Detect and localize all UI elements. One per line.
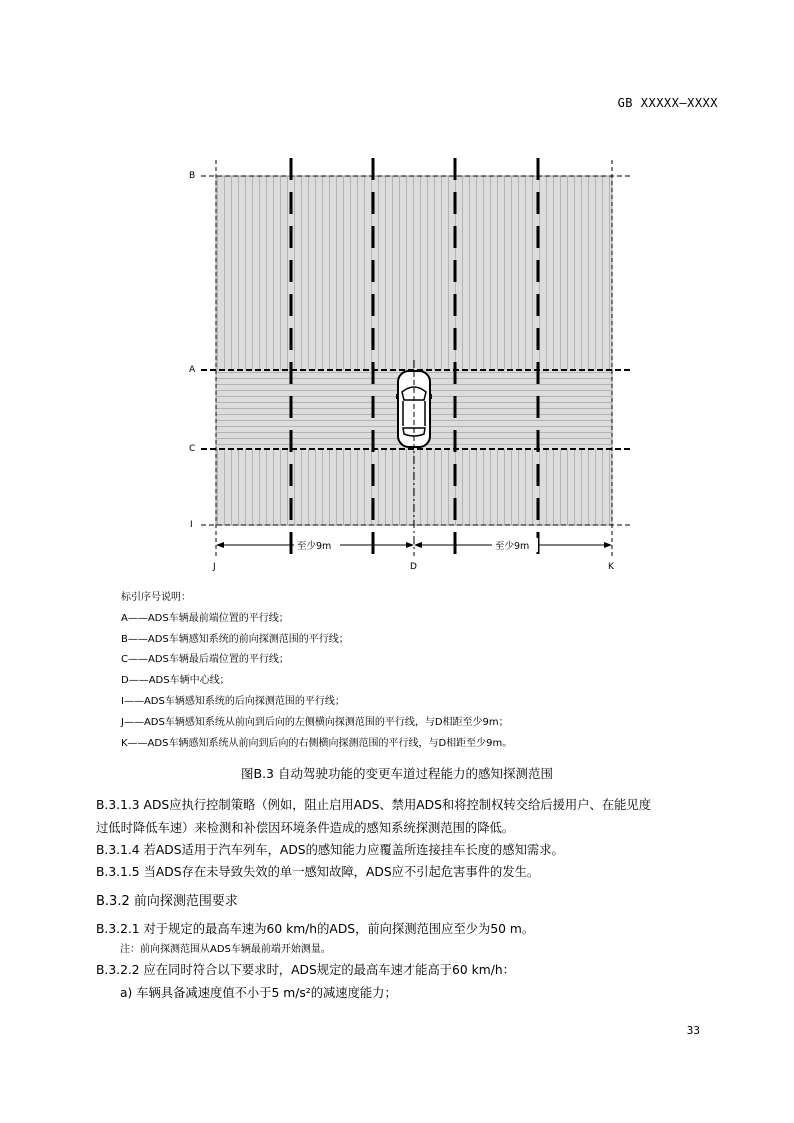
clause-B-3-2-2: B.3.2.2 应在同时符合以下要求时，ADS规定的最高车速才能高于60 km/h： bbox=[96, 963, 515, 977]
clause-B-3-1-3-line1: B.3.1.3 ADS应执行控制策略（例如，阻止启用ADS、禁用ADS和将控制权转交给后援用户、在能见度 bbox=[96, 798, 651, 812]
list-item-a: a) 车辆具备减速度值不小于5 m/s²的减速度能力； bbox=[120, 986, 397, 1000]
legend-item-K: K——ADS车辆感知系统从前向到后向的右侧横向探测范围的平行线，与D相距至少9m。 bbox=[121, 737, 513, 749]
label-B: B bbox=[189, 171, 196, 181]
label-J: J bbox=[213, 562, 216, 572]
legend-item-D: D——ADS车辆中心线； bbox=[121, 675, 230, 687]
note: 注：前向探测范围从ADS车辆最前端开始测量。 bbox=[120, 944, 331, 955]
document-number: GB XXXXX—XXXX bbox=[617, 96, 718, 110]
section-heading-B-3-2: B.3.2 前向探测范围要求 bbox=[96, 894, 238, 909]
label-A: A bbox=[189, 365, 196, 375]
clause-B-3-2-1: B.3.2.1 对于规定的最高车速为60 km/h的ADS，前向探测范围应至少为50 m。 bbox=[96, 922, 535, 936]
label-K: K bbox=[608, 562, 614, 572]
legend-title: 标引序号说明： bbox=[121, 592, 191, 603]
clause-B-3-1-5: B.3.1.5 当ADS存在未导致失效的单一感知故障，ADS应不引起危害事件的发生。 bbox=[96, 865, 540, 879]
page-number: 33 bbox=[686, 1024, 700, 1037]
figure-caption: 图B.3 自动驾驶功能的变更车道过程能力的感知探测范围 bbox=[241, 766, 553, 781]
clause-B-3-1-4: B.3.1.4 若ADS适用于汽车列车，ADS的感知能力应覆盖所连接挂车长度的感知需求。 bbox=[96, 843, 564, 857]
label-C: C bbox=[189, 444, 196, 454]
forward-detection-area bbox=[216, 176, 612, 370]
dimension-left-label: 至少9m bbox=[297, 541, 332, 552]
ads-vehicle bbox=[396, 371, 432, 447]
legend-item-A: A——ADS车辆最前端位置的平行线； bbox=[121, 612, 289, 624]
label-I: I bbox=[190, 520, 193, 530]
figure-legend bbox=[121, 588, 512, 754]
legend-item-I: I——ADS车辆感知系统的后向探测范围的平行线； bbox=[121, 695, 345, 707]
label-D: D bbox=[410, 562, 417, 572]
legend-item-J: J——ADS车辆感知系统从前向到后向的左侧横向探测范围的平行线，与D相距至少9m； bbox=[121, 716, 509, 728]
dimension-right-label: 至少9m bbox=[495, 541, 530, 552]
legend-item-B: B——ADS车辆感知系统的前向探测范围的平行线； bbox=[121, 633, 349, 645]
legend-item-C: C——ADS车辆最后端位置的平行线； bbox=[121, 654, 289, 666]
clause-B-3-1-3-line2: 过低时降低车速）来检测和补偿因环境条件造成的感知系统探测范围的降低。 bbox=[96, 821, 515, 835]
